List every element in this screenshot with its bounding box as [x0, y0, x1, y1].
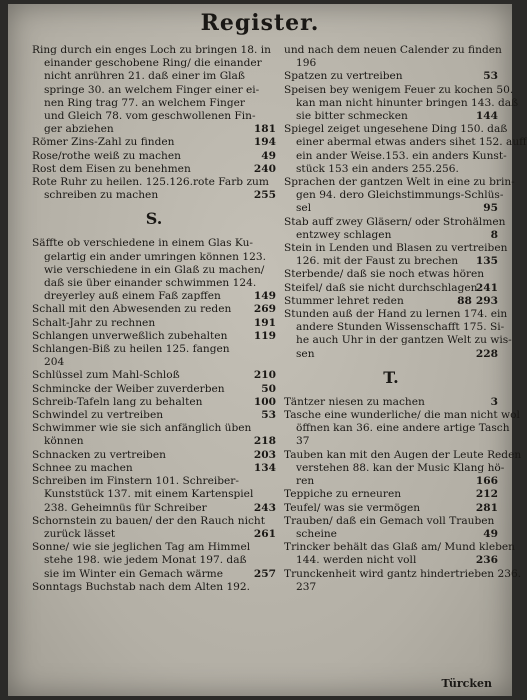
- entry-line: Schwimmer wie sie sich anfänglich üben: [32, 422, 252, 435]
- entry-line: gelartig ein ander umringen können 123.: [44, 250, 266, 263]
- entry-line: Teufel/ was sie vermögen 281: [284, 501, 498, 514]
- page-number: 166: [475, 475, 498, 488]
- entry-line: Stunden auß der Hand zu lernen 174. ein: [284, 308, 508, 321]
- entry-line: entzwey schlagen 8: [296, 228, 498, 241]
- entry-line: Trauben/ daß ein Gemach voll Trauben: [284, 514, 495, 527]
- index-entry: [284, 541, 515, 567]
- entry-line: 196: [296, 57, 317, 70]
- index-entry: [32, 449, 276, 462]
- index-entry: [32, 176, 276, 202]
- entry-line: 204: [44, 356, 65, 369]
- entry-line: Römer Zins-Zahl zu finden 194: [32, 136, 276, 149]
- entry-line: 144. werden nicht voll 236: [296, 554, 498, 567]
- entry-line: Schnee zu machen 134: [32, 461, 276, 474]
- index-entry: [284, 70, 498, 83]
- book-page: [8, 4, 527, 696]
- page-number: 241: [475, 281, 498, 294]
- entry-line: und nach dem neuen Calender zu finden: [284, 44, 502, 56]
- index-entry: [284, 242, 508, 268]
- index-entry: [284, 123, 527, 176]
- entry-line: kan man nicht hinunter bringen 143. daß: [296, 96, 519, 109]
- entry-line: Täntzer niesen zu machen 3: [284, 395, 498, 408]
- index-entry: [32, 462, 276, 475]
- page-number: 228: [475, 347, 498, 360]
- entry-line: Schnacken zu vertreiben 203: [32, 448, 276, 461]
- entry-line: Stab auff zwey Gläsern/ oder Strohälmen: [284, 215, 506, 228]
- index-entry: [32, 369, 276, 382]
- page-number: 100: [253, 395, 276, 408]
- entry-line: ein ander Weise.153. ein anders Kunst-: [296, 149, 507, 162]
- entry-line: können 218: [44, 435, 276, 448]
- entry-line: springe 30. an welchem Finger einer ei-: [44, 83, 260, 96]
- index-entry: [284, 396, 498, 409]
- entry-line: daß sie über einander schwimmen 124.: [44, 277, 257, 290]
- entry-line: 126. mit der Faust zu brechen 135: [296, 255, 498, 268]
- index-entry: [32, 136, 276, 149]
- t-section: [284, 395, 522, 594]
- index-entry: [284, 83, 519, 124]
- page-number: 269: [253, 303, 276, 316]
- entry-line: wie verschiedene in ein Glaß zu machen/: [44, 263, 265, 276]
- index-entry: [32, 383, 276, 396]
- page-title: Register.: [200, 10, 320, 36]
- entry-line: Tauben kan mit den Augen der Leute Reden: [284, 448, 522, 461]
- index-entry: [32, 330, 276, 343]
- page-number: 255: [253, 189, 276, 202]
- page-number: 53: [261, 409, 276, 422]
- page-number: 8: [490, 228, 498, 241]
- entry-line: einander geschobene Ring/ die einander: [44, 57, 262, 70]
- page-number: 181: [253, 123, 276, 136]
- s-section-left: [32, 237, 276, 593]
- entry-line: Speisen bey wenigem Feuer zu kochen 50.: [284, 83, 514, 96]
- entry-line: Schornstein zu bauen/ der den Rauch nicht: [32, 514, 265, 527]
- entry-line: einer abermal etwas anders sihet 152. auff: [296, 136, 527, 149]
- entry-line: Spiegel zeiget ungesehene Ding 150. daß: [284, 123, 508, 136]
- page-number: 50: [261, 382, 276, 395]
- entry-line: und Gleich 78. vom geschwollenen Fin-: [44, 110, 256, 123]
- index-entry: [32, 237, 276, 303]
- entry-line: Schreib-Tafeln lang zu behalten 100: [32, 395, 276, 408]
- index-entry: [284, 295, 498, 308]
- page-number: 236: [475, 554, 498, 567]
- entry-line: verstehen 88. kan der Music Klang hö-: [296, 461, 505, 474]
- catchword: Türcken: [441, 677, 492, 690]
- entry-line: stück 153 ein anders 255.256.: [296, 162, 459, 175]
- entry-line: Sterbende/ daß sie noch etwas hören 241: [284, 268, 498, 294]
- entry-line: 37: [296, 435, 310, 448]
- entry-line: Rost dem Eisen zu benehmen 240: [32, 162, 276, 175]
- index-entry: [32, 409, 276, 422]
- entry-line: andere Stunden Wissenschafft 175. Si-: [296, 321, 505, 334]
- entry-line: Kunststück 137. mit einem Kartenspiel: [44, 488, 254, 501]
- index-entry: [32, 515, 276, 541]
- index-entry: [284, 448, 522, 489]
- page-number: 135: [475, 255, 498, 268]
- page-number: 3: [490, 395, 498, 408]
- page-number: 191: [253, 316, 276, 329]
- index-entry: [284, 567, 522, 594]
- entry-line: öffnen kan 36. eine andere artige Tasch: [296, 422, 510, 435]
- entry-line: Spatzen zu vertreiben 53: [284, 70, 498, 83]
- entry-line: Schmincke der Weiber zuverderben 50: [32, 382, 276, 395]
- left-column: [32, 44, 276, 594]
- entry-line: dreyerley auß einem Faß zapffen 149: [44, 290, 276, 303]
- page-number: 257: [253, 567, 276, 580]
- page-number: 261: [253, 527, 276, 540]
- entry-line: sen 228: [296, 347, 498, 360]
- entry-line: gen 94. dero Gleichstimmungs-Schlüs-: [296, 189, 504, 202]
- entry-line: Tasche eine wunderliche/ die man nicht wol: [284, 409, 520, 422]
- entry-line: sie bitter schmecken 144: [296, 110, 498, 123]
- index-entry: [284, 515, 498, 541]
- index-entry: [284, 502, 498, 515]
- entry-line: Stein in Lenden und Blasen zu vertreiben: [284, 242, 508, 255]
- page-number: 218: [253, 435, 276, 448]
- entry-line: Schwindel zu vertreiben 53: [32, 409, 276, 422]
- page-number: 210: [253, 369, 276, 382]
- entry-line: zurück lässet 261: [44, 527, 276, 540]
- page-number: 212: [475, 488, 498, 501]
- index-entry: [32, 475, 276, 515]
- entry-line: Trincker behält das Glaß am/ Mund kleben: [284, 541, 515, 554]
- page-number: 88: [457, 294, 472, 307]
- entry-line: 238. Geheimnüs für Schreiber 243: [44, 501, 276, 514]
- index-entry: [284, 44, 502, 70]
- entry-line: 237: [296, 580, 317, 593]
- index-entry: [284, 308, 512, 361]
- entry-line: ger abziehen 181: [44, 123, 276, 136]
- index-entry: [32, 163, 276, 176]
- page-number: 293: [475, 294, 498, 307]
- entry-line: Trunckenheit wird gantz hindertrieben 236.: [284, 567, 522, 580]
- entry-line: Schalt-Jahr zu rechnen 191: [32, 316, 276, 329]
- index-entry: [284, 488, 498, 501]
- entry-line: stehe 198. wie jedem Monat 197. daß: [44, 554, 247, 567]
- page-number: 134: [253, 461, 276, 474]
- index-entry: [284, 215, 506, 242]
- page-number: 49: [261, 149, 276, 162]
- entry-line: Sonntags Buchstab nach dem Alten 192.: [32, 580, 251, 593]
- index-entry: [32, 317, 276, 330]
- index-entry: [32, 150, 276, 163]
- entry-line: Schreiben im Finstern 101. Schreiber-: [32, 475, 239, 488]
- entry-line: schreiben zu machen 255: [44, 189, 276, 202]
- entry-line: Schlangen-Biß zu heilen 125. fangen: [32, 343, 230, 356]
- page-number: 240: [253, 162, 276, 175]
- page-number: 144: [475, 110, 498, 123]
- page-number: 95: [483, 202, 498, 215]
- page-number: 149: [253, 290, 276, 303]
- page-number: 119: [253, 329, 276, 342]
- page-number: 243: [253, 501, 276, 514]
- page-number: 194: [253, 136, 276, 149]
- index-entry: [32, 343, 276, 369]
- entry-line: Sprachen der gantzen Welt in eine zu brin-: [284, 176, 515, 189]
- entry-line: Sonne/ wie sie jeglichen Tag am Himmel: [32, 541, 251, 554]
- r-section: [32, 44, 276, 202]
- entry-line: Säffte ob verschiedene in einem Glas Ku-: [32, 237, 253, 250]
- page-number: 203: [253, 448, 276, 461]
- section-letter-s: S.: [145, 209, 163, 229]
- entry-line: Rote Ruhr zu heilen. 125.126.rote Farb zum: [32, 176, 269, 189]
- page-number: 53: [483, 70, 498, 83]
- entry-line: sie im Winter ein Gemach wärme 257: [44, 567, 276, 580]
- entry-line: Ring durch ein enges Loch zu bringen 18. in: [32, 44, 271, 56]
- s-section-right: [284, 44, 527, 361]
- entry-line: Teppiche zu erneuren 212: [284, 488, 498, 501]
- index-entry: [32, 581, 276, 594]
- index-entry: [284, 176, 515, 216]
- entry-line: Steifel/ daß sie nicht durchschlagen 293: [284, 281, 498, 307]
- index-entry: [32, 303, 276, 316]
- index-entry: [32, 541, 276, 581]
- index-entry: [32, 44, 276, 136]
- section-letter-t: T.: [383, 367, 399, 387]
- entry-line: sel 95: [296, 202, 498, 215]
- right-column: [284, 44, 527, 594]
- index-entry: [32, 396, 276, 409]
- entry-line: Schall mit den Abwesenden zu reden 269: [32, 303, 276, 316]
- entry-line: Rose/rothe weiß zu machen 49: [32, 149, 276, 162]
- entry-line: nen Ring trag 77. an welchem Finger: [44, 96, 245, 109]
- entry-line: Schlüssel zum Mahl-Schloß 210: [32, 369, 276, 382]
- entry-line: Stummer lehret reden 88: [284, 294, 472, 307]
- entry-line: nicht anrühren 21. daß einer im Glaß: [44, 70, 245, 83]
- page-number: 281: [475, 501, 498, 514]
- entry-line: ren 166: [296, 475, 498, 488]
- page-number: 49: [483, 527, 498, 540]
- index-entry: [284, 409, 520, 449]
- entry-line: scheine 49: [296, 527, 498, 540]
- index-entry: [32, 422, 276, 448]
- entry-line: he auch Uhr in der gantzen Welt zu wis-: [296, 334, 512, 347]
- entry-line: Schlangen unverweßlich zubehalten 119: [32, 329, 276, 342]
